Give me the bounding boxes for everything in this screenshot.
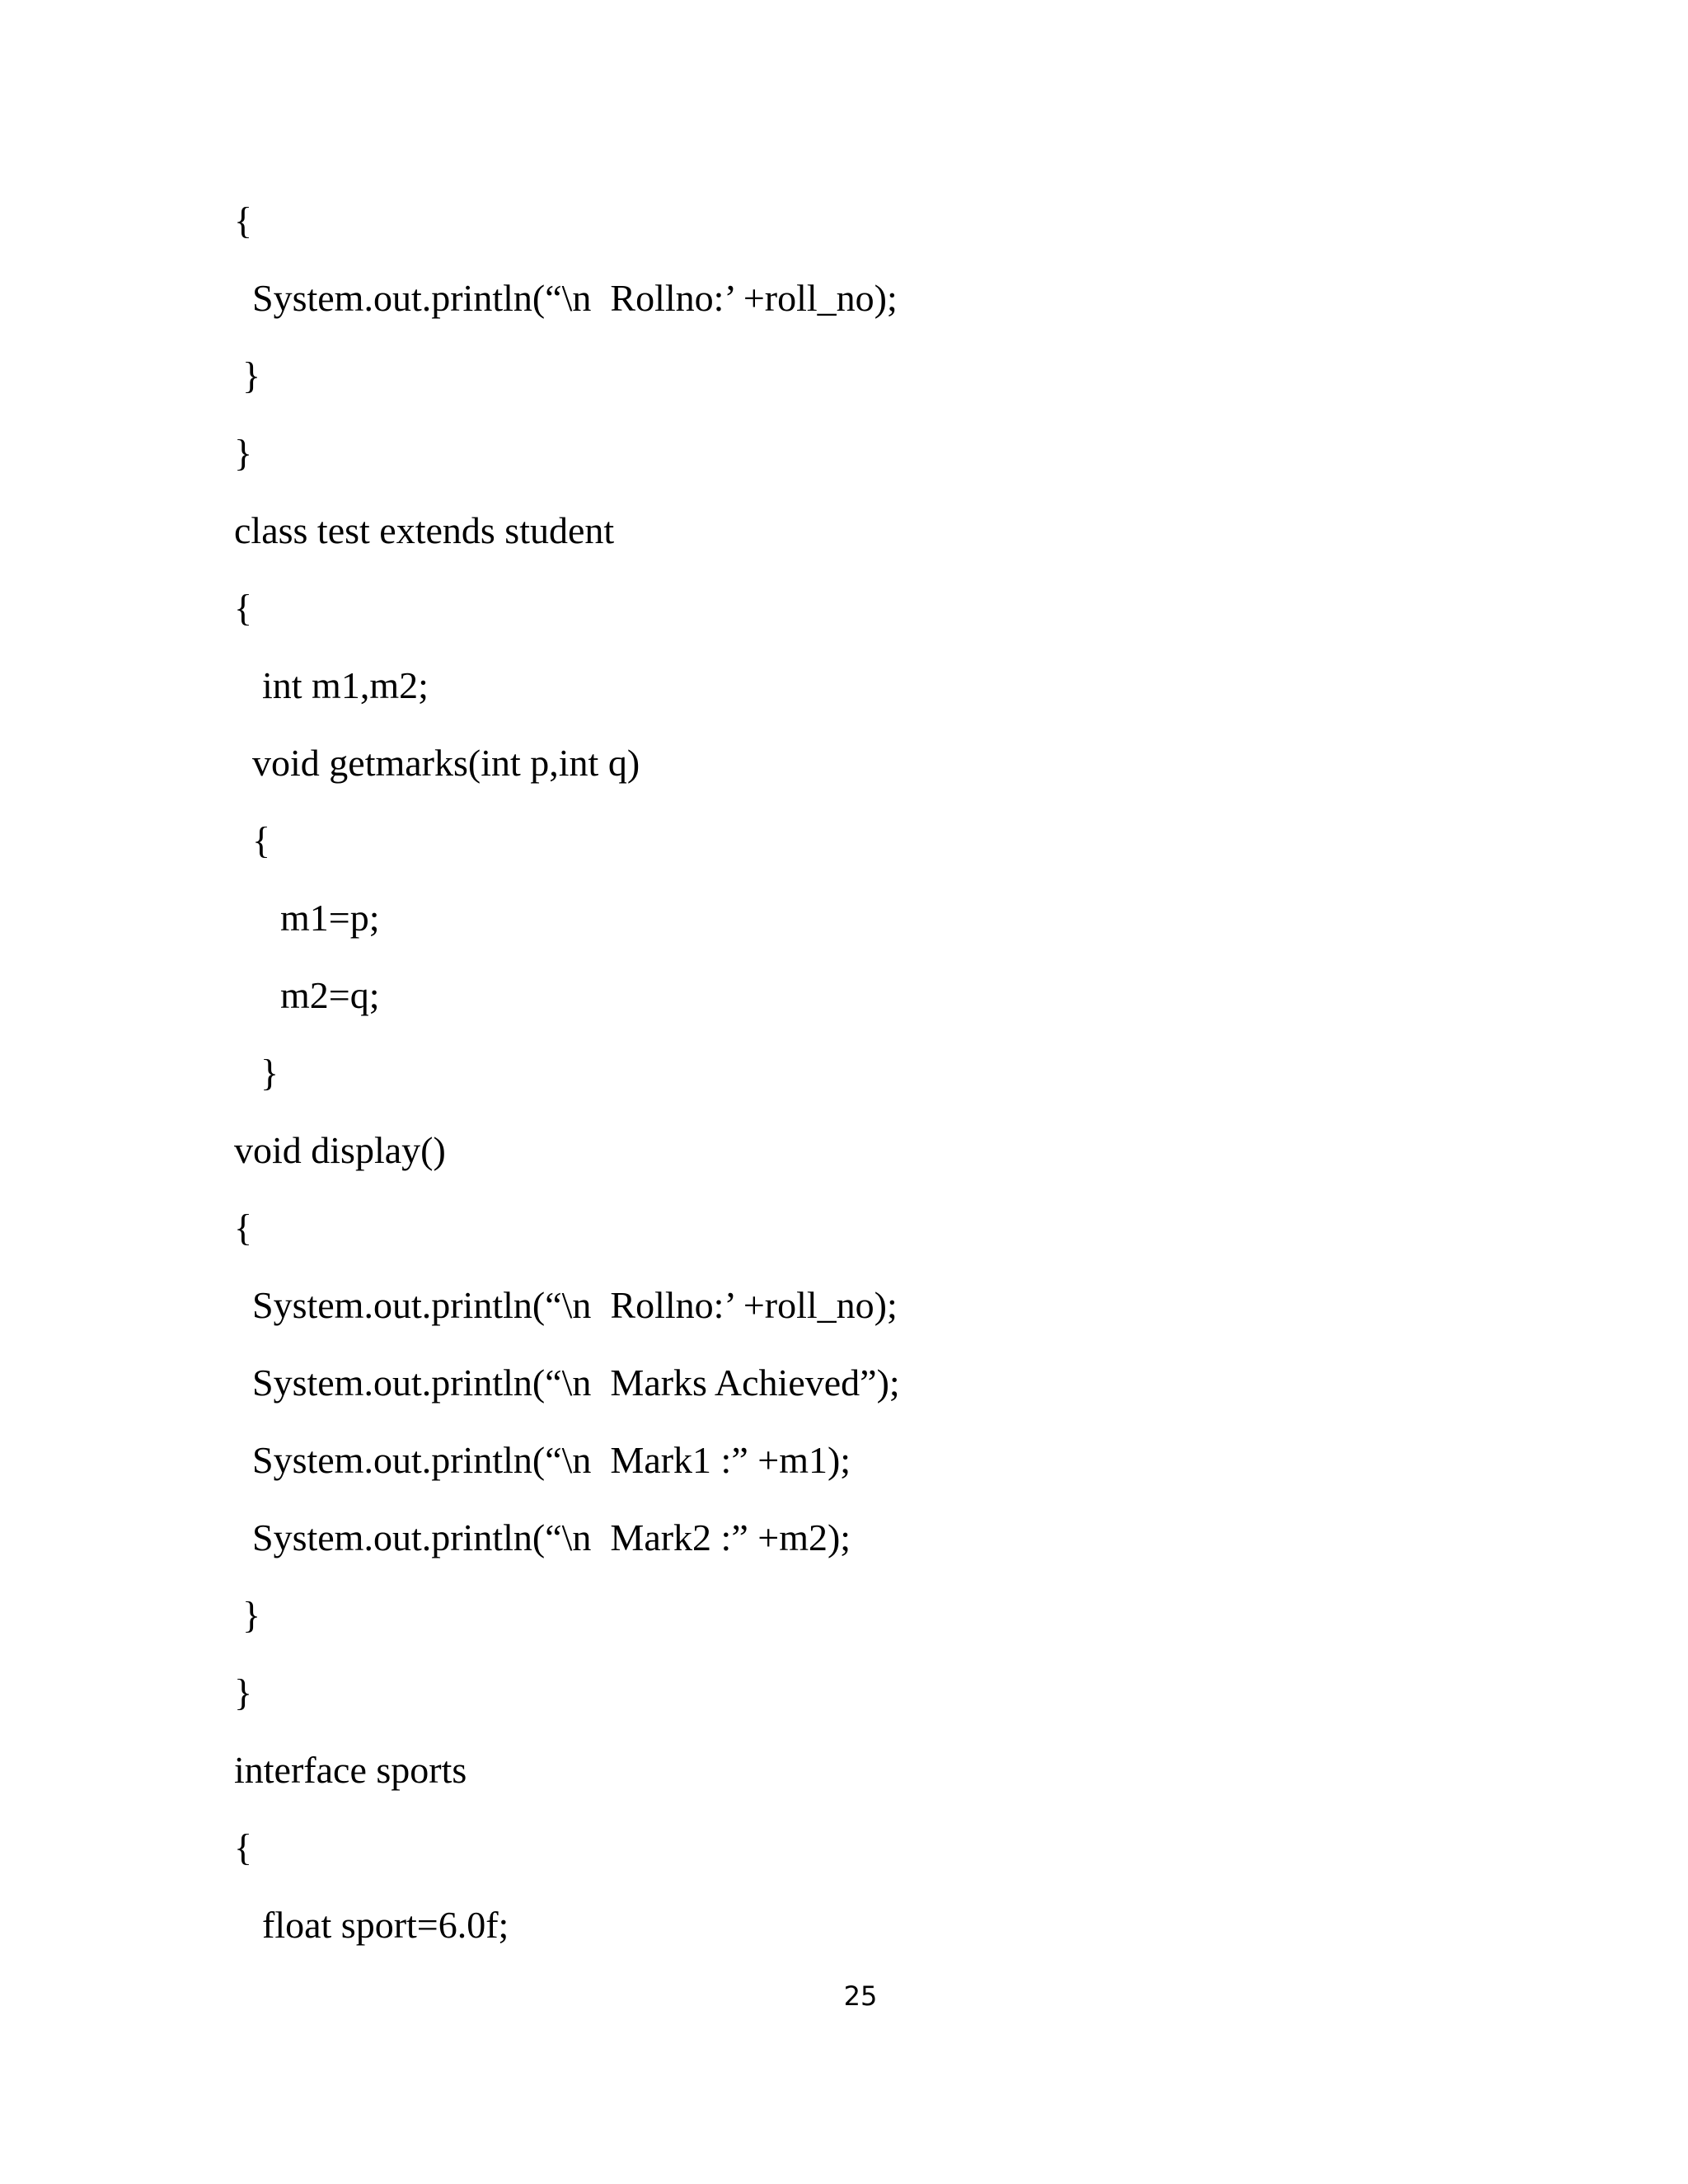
code-line: { bbox=[234, 1207, 253, 1249]
code-line: } bbox=[234, 1671, 253, 1713]
code-line: { bbox=[234, 587, 253, 629]
code-line: { bbox=[234, 199, 253, 241]
code-line: void getmarks(int p,int q) bbox=[252, 742, 640, 784]
code-line: { bbox=[234, 1826, 253, 1868]
code-line: } bbox=[260, 1052, 279, 1094]
code-line: float sport=6.0f; bbox=[262, 1904, 509, 1946]
code-line: System.out.println(“\n Marks Achieved”); bbox=[252, 1361, 900, 1404]
code-line: System.out.println(“\n Rollno:’ +roll_no); bbox=[252, 277, 898, 319]
code-line: System.out.println(“\n Rollno:’ +roll_no); bbox=[252, 1284, 898, 1326]
code-line: void display() bbox=[234, 1129, 446, 1171]
code-line: } bbox=[242, 1594, 261, 1636]
code-line: m2=q; bbox=[280, 974, 380, 1016]
code-line: } bbox=[234, 432, 253, 474]
page-number: 25 bbox=[843, 1980, 878, 2012]
code-line: interface sports bbox=[234, 1749, 467, 1791]
code-line: } bbox=[242, 354, 261, 396]
code-line: int m1,m2; bbox=[262, 664, 429, 706]
code-line: m1=p; bbox=[280, 897, 380, 939]
code-line: class test extends student bbox=[234, 509, 615, 551]
code-line: System.out.println(“\n Mark2 :” +m2); bbox=[252, 1516, 851, 1558]
code-line: { bbox=[252, 819, 271, 861]
code-line: System.out.println(“\n Mark1 :” +m1); bbox=[252, 1439, 851, 1481]
